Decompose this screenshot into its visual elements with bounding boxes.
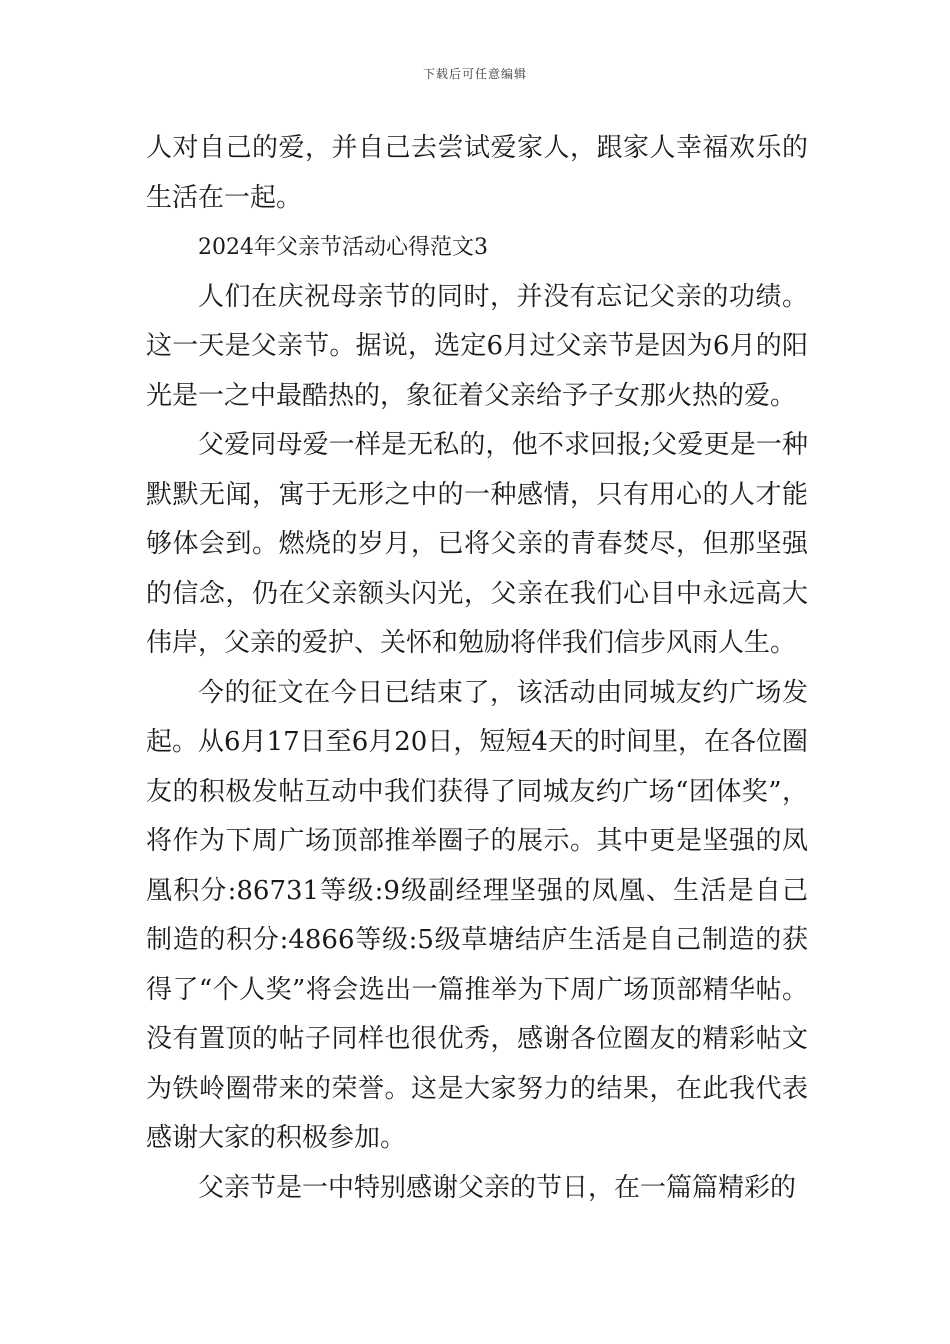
page-header: 下载后可任意编辑 bbox=[422, 67, 527, 81]
paragraph: 人们在庆祝母亲节的同时，并没有忘记父亲的功绩。这一天是父亲节。据说，选定6月过父亲节是因为6月的阳光是一之中最酷热的，象征着父亲给予子女那火热的爱。 bbox=[146, 281, 808, 411]
section-heading: 2024年父亲节活动心得范文3 bbox=[198, 235, 488, 260]
paragraph: 今的征文在今日已结束了，该活动由同城友约广场发起。从6月17日至6月20日，短短4天的时间里，在各位圈友的积极发帖互动中我们获得了同城友约广场“团体奖”，将作为下周广场顶部推举圈子的展示。其中更是坚强的凤凰积分:86731等级:9级副经理坚强的凤凰、生活是自己制造的积分:4866等级:5级草塘结庐生活是自己制造的获得了“个人奖”将会选出一篇推举为下周广场顶部精华帖。没有置顶的帖子同样也很优秀，感谢各位圈友的精彩帖文为铁岭圈带来的荣誉。这是大家努力的结果，在此我代表感谢大家的积极参加。 bbox=[146, 677, 808, 1153]
paragraph-continuation: 人对自己的爱，并自己去尝试爱家人，跟家人幸福欢乐的生活在一起。 bbox=[146, 133, 808, 213]
paragraph: 父爱同母爱一样是无私的，他不求回报;父爱更是一种默默无闻，寓于无形之中的一种感情，只有用心的人才能够体会到。燃烧的岁月，已将父亲的青春焚尽，但那坚强的信念，仍在父亲额头闪光，父亲在我们心目中永远高大伟岸，父亲的爱护、关怀和勉励将伴我们信步风雨人生。 bbox=[146, 430, 808, 658]
document-body bbox=[146, 124, 808, 1213]
paragraph: 父亲节是一中特别感谢父亲的节日，在一篇篇精彩的 bbox=[198, 1172, 797, 1203]
